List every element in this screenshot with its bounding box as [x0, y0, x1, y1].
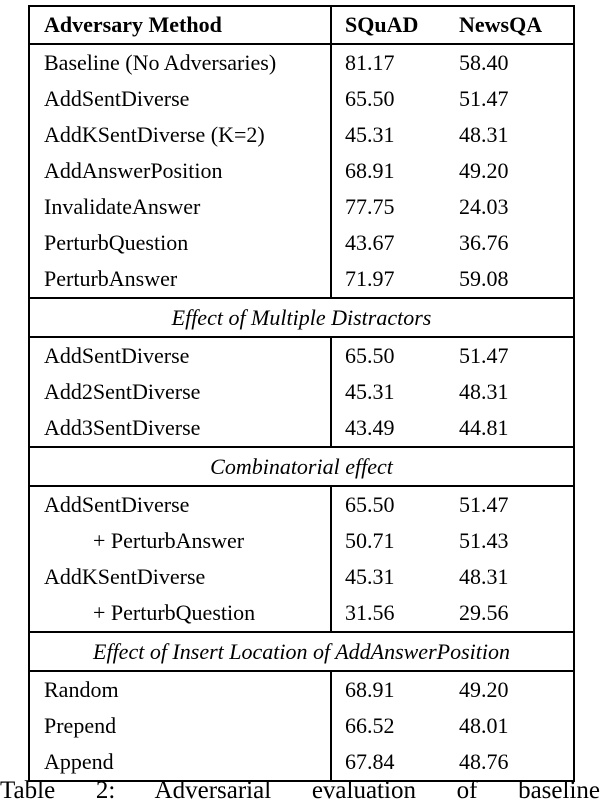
section-header-multiple-distractors: Effect of Multiple Distractors — [29, 298, 574, 337]
method-cell: Random — [44, 677, 119, 702]
newsqa-score-cell: 51.47 — [459, 492, 509, 517]
squad-score-cell: 77.75 — [331, 189, 446, 225]
squad-score-cell: 65.50 — [331, 486, 446, 523]
newsqa-score-cell: 51.47 — [459, 86, 509, 111]
newsqa-score-cell: 58.40 — [459, 50, 509, 75]
table-row-add3sentdiverse — [29, 410, 574, 447]
column-header-newsqa: NewsQA — [446, 6, 574, 44]
newsqa-score-cell: 48.31 — [459, 379, 509, 404]
section-header-row — [29, 632, 574, 671]
table-row-addsentdiverse — [29, 81, 574, 117]
newsqa-score-cell: 48.31 — [459, 122, 509, 147]
method-cell: Add3SentDiverse — [44, 415, 201, 440]
squad-score-cell: 45.31 — [331, 559, 446, 595]
method-cell: PerturbAnswer — [44, 266, 178, 291]
newsqa-score-cell: 49.20 — [459, 158, 509, 183]
squad-score-cell: 65.50 — [331, 337, 446, 374]
method-cell: Baseline (No Adversaries) — [44, 50, 277, 75]
newsqa-score-cell: 51.43 — [459, 528, 509, 553]
method-cell: AddKSentDiverse (K=2) — [44, 122, 265, 147]
adversarial-evaluation-table — [28, 5, 575, 782]
newsqa-score-cell: 36.76 — [459, 230, 509, 255]
column-header-adversary-method: Adversary Method — [29, 6, 331, 44]
table-caption: Table 2: Adversarial evaluation of baseline — [0, 777, 600, 804]
squad-score-cell: 67.84 — [331, 744, 446, 781]
table-row-plus-perturbanswer — [29, 523, 574, 559]
table-row-addksentdiverse — [29, 117, 574, 153]
table-row-perturbquestion — [29, 225, 574, 261]
squad-score-cell: 50.71 — [331, 523, 446, 559]
section-header-row — [29, 447, 574, 486]
column-header-squad: SQuAD — [331, 6, 446, 44]
squad-score-cell: 71.97 — [331, 261, 446, 298]
table-row-addanswerposition — [29, 153, 574, 189]
newsqa-score-cell: 24.03 — [459, 194, 509, 219]
newsqa-score-cell: 44.81 — [459, 415, 509, 440]
newsqa-score-cell: 51.47 — [459, 343, 509, 368]
squad-score-cell: 68.91 — [331, 153, 446, 189]
table-row-add2sentdiverse — [29, 374, 574, 410]
section-header-insert-location: Effect of Insert Location of AddAnswerPosition — [29, 632, 574, 671]
method-cell: AddAnswerPosition — [44, 158, 223, 183]
table-row-addksentdiverse — [29, 559, 574, 595]
table-row-addsentdiverse — [29, 486, 574, 523]
squad-score-cell: 43.49 — [331, 410, 446, 447]
method-cell: InvalidateAnswer — [44, 194, 201, 219]
method-cell: Append — [44, 749, 114, 774]
newsqa-score-cell: 49.20 — [459, 677, 509, 702]
table-row-invalidateanswer — [29, 189, 574, 225]
squad-score-cell: 45.31 — [331, 117, 446, 153]
table-row-perturbanswer — [29, 261, 574, 298]
newsqa-score-cell: 48.31 — [459, 564, 509, 589]
table-row-random — [29, 671, 574, 708]
table-row-prepend — [29, 708, 574, 744]
table-row-addsentdiverse — [29, 337, 574, 374]
squad-score-cell: 66.52 — [331, 708, 446, 744]
table-row-plus-perturbquestion — [29, 595, 574, 632]
newsqa-score-cell: 48.76 — [459, 749, 509, 774]
method-cell: AddSentDiverse — [44, 86, 190, 111]
squad-score-cell: 65.50 — [331, 81, 446, 117]
squad-score-cell: 81.17 — [331, 44, 446, 81]
method-cell: Prepend — [44, 713, 117, 738]
newsqa-score-cell: 29.56 — [459, 600, 509, 625]
table-row-baseline — [29, 44, 574, 81]
method-cell: AddKSentDiverse — [44, 564, 206, 589]
squad-score-cell: 45.31 — [331, 374, 446, 410]
squad-score-cell: 43.67 — [331, 225, 446, 261]
table-header-row — [29, 6, 574, 44]
method-cell: AddSentDiverse — [44, 492, 190, 517]
newsqa-score-cell: 59.08 — [459, 266, 509, 291]
method-cell: + PerturbAnswer — [93, 528, 245, 553]
section-header-combinatorial-effect: Combinatorial effect — [29, 447, 574, 486]
section-header-row — [29, 298, 574, 337]
method-cell: PerturbQuestion — [44, 230, 189, 255]
squad-score-cell: 31.56 — [331, 595, 446, 632]
method-cell: Add2SentDiverse — [44, 379, 201, 404]
newsqa-score-cell: 48.01 — [459, 713, 509, 738]
method-cell: + PerturbQuestion — [93, 600, 256, 625]
method-cell: AddSentDiverse — [44, 343, 190, 368]
squad-score-cell: 68.91 — [331, 671, 446, 708]
